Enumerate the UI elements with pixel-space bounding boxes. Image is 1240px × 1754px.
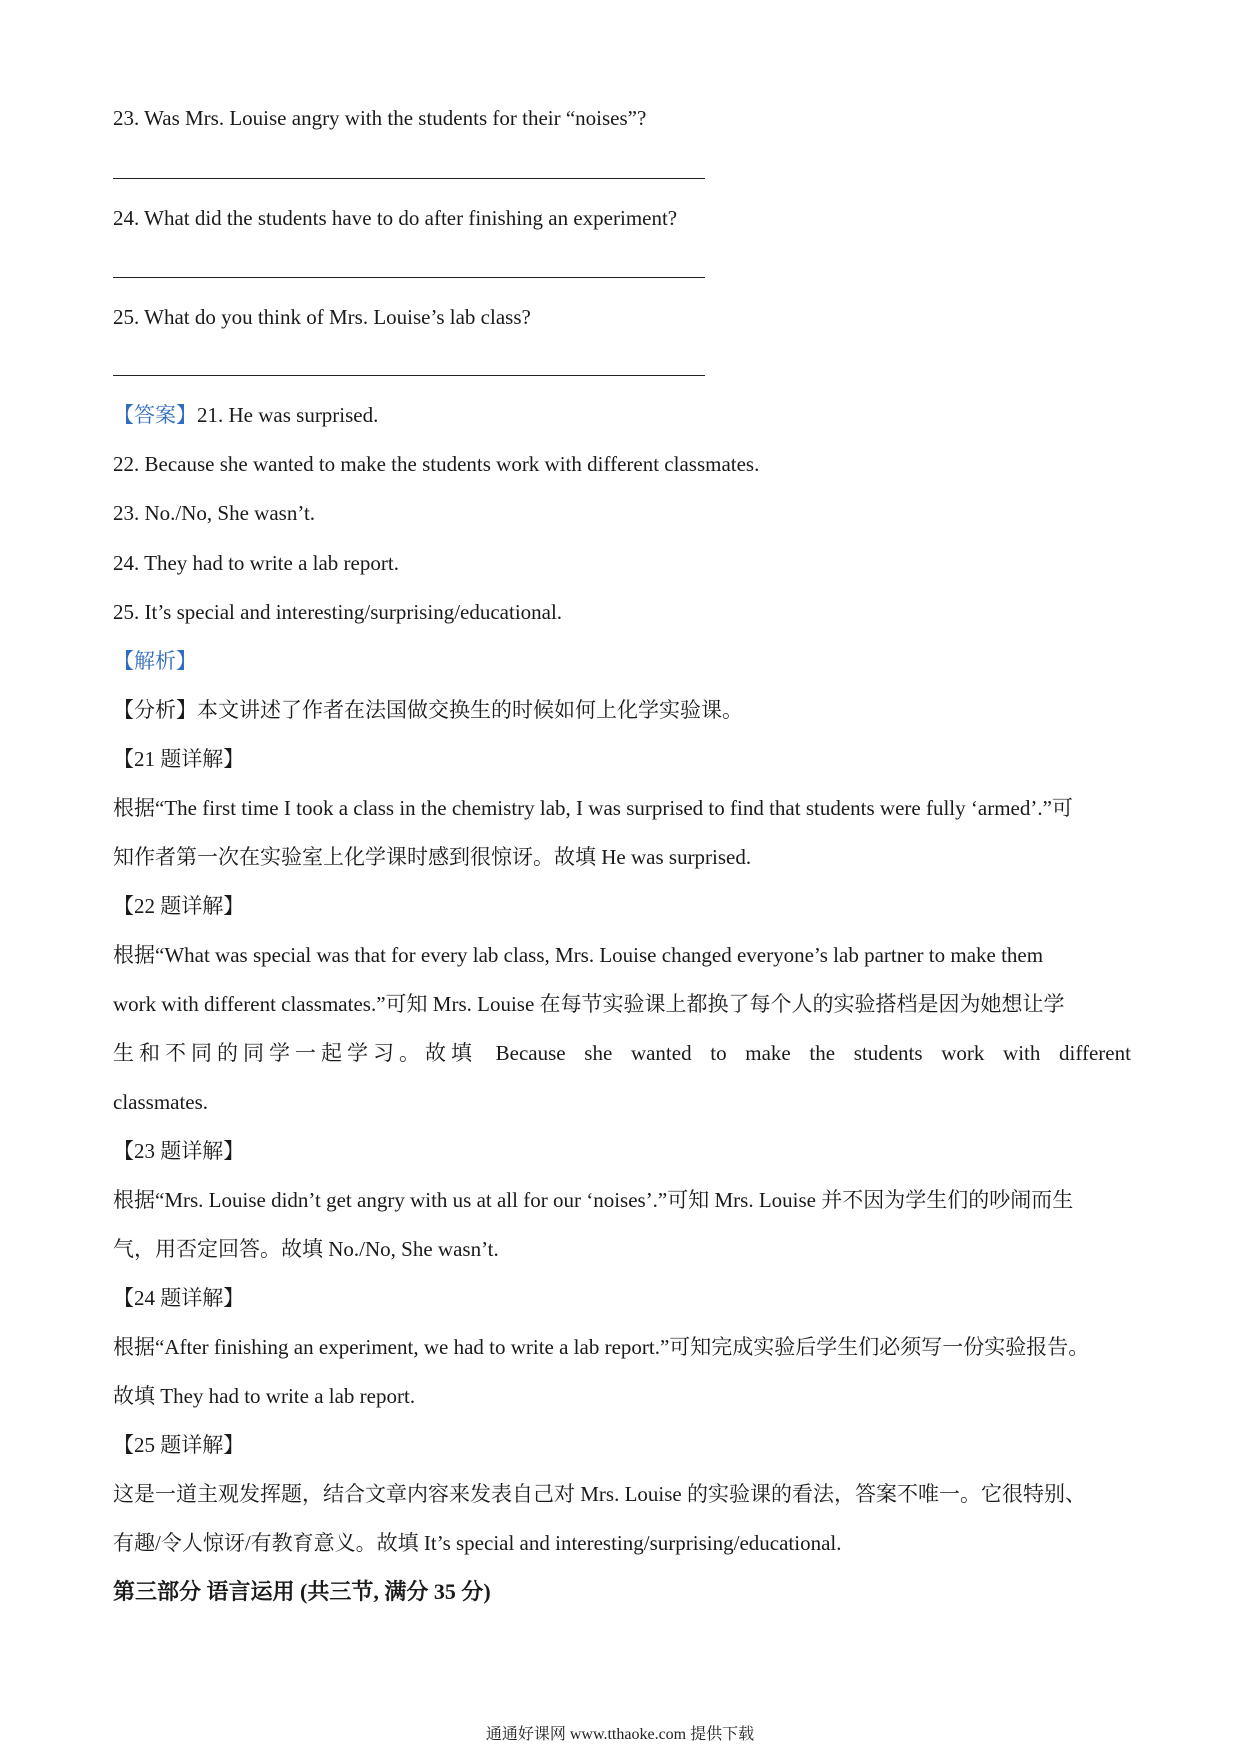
detail-22-word: different — [1059, 1041, 1131, 1065]
answer-blank-24 — [113, 277, 705, 278]
detail-25-line-1: 这是一道主观发挥题，结合文章内容来发表自己对 Mrs. Louise 的实验课的看法，答案不唯一。它很特别、 — [113, 1482, 1086, 1506]
detail-25-line-2: 有趣/令人惊讶/有教育意义。故填 It’s special and interesting/surprising/educational. — [113, 1531, 842, 1555]
page-footer: 通通好课网 www.tthaoke.com 提供下载 — [485, 1726, 755, 1743]
detail-22-word: she — [584, 1041, 613, 1065]
answer-21: 21. He was surprised. — [197, 403, 379, 427]
question-23: 23. Was Mrs. Louise angry with the students for their “noises”? — [113, 106, 647, 130]
section-title: 第三部分 语言运用 (共三节, 满分 35 分) — [113, 1579, 491, 1604]
analysis-summary: 【分析】本文讲述了作者在法国做交换生的时候如何上化学实验课。 — [113, 698, 743, 722]
detail-24-line-2: 故填 They had to write a lab report. — [113, 1384, 416, 1408]
answer-22: 22. Because she wanted to make the students work with different classmates. — [113, 452, 760, 476]
answer-blank-23 — [113, 178, 705, 179]
detail-22-word: the — [809, 1041, 836, 1065]
detail-22-word: students — [853, 1041, 923, 1065]
detail-21-line-1: 根据“The first time I took a class in the chemistry lab, I was surprised to find that students were fully ‘armed’.”可 — [113, 796, 1073, 820]
detail-23-line-2: 气，用否定回答。故填 No./No, She wasn’t. — [113, 1237, 499, 1261]
detail-22-line-3 — [113, 1039, 1131, 1067]
detail-22-heading: 【22 题详解】 — [113, 894, 245, 918]
detail-21-line-2: 知作者第一次在实验室上化学课时感到很惊讶。故填 He was surprised. — [113, 845, 752, 869]
detail-22-word: make — [745, 1041, 791, 1065]
detail-22-line-1: 根据“What was special was that for every lab class, Mrs. Louise changed everyone’s lab partner to make them — [113, 943, 1044, 967]
analysis-tag: 【解析】 — [113, 649, 197, 673]
detail-22-word: wanted — [630, 1041, 692, 1065]
detail-22-word: 生和不同的同学一起学习。故填 — [113, 1041, 477, 1065]
answer-23: 23. No./No, She wasn’t. — [113, 501, 316, 525]
detail-22-word: Because — [495, 1041, 566, 1065]
detail-23-line-1: 根据“Mrs. Louise didn’t get angry with us at all for our ‘noises’.”可知 Mrs. Louise 并不因为学生们的吵闹而生 — [113, 1188, 1074, 1212]
detail-21-heading: 【21 题详解】 — [113, 747, 245, 771]
detail-22-line-2: work with different classmates.”可知 Mrs. Louise 在每节实验课上都换了每个人的实验搭档是因为她想让学 — [113, 992, 1065, 1016]
detail-22-word: to — [710, 1041, 727, 1065]
answer-blank-25 — [113, 375, 705, 376]
detail-24-line-1: 根据“After finishing an experiment, we had to write a lab report.”可知完成实验后学生们必须写一份实验报告。 — [113, 1335, 1090, 1359]
question-24: 24. What did the students have to do after finishing an experiment? — [113, 206, 678, 230]
detail-22-word: with — [1003, 1041, 1041, 1065]
detail-22-word: work — [941, 1041, 985, 1065]
question-25: 25. What do you think of Mrs. Louise’s lab class? — [113, 305, 531, 329]
detail-22-line-4: classmates. — [113, 1090, 209, 1114]
answer-25: 25. It’s special and interesting/surprising/educational. — [113, 600, 563, 624]
detail-24-heading: 【24 题详解】 — [113, 1286, 245, 1310]
detail-23-heading: 【23 题详解】 — [113, 1139, 245, 1163]
detail-25-heading: 【25 题详解】 — [113, 1433, 245, 1457]
answer-24: 24. They had to write a lab report. — [113, 551, 399, 575]
answer-tag: 【答案】 — [113, 403, 197, 427]
answer-line-21 — [113, 401, 378, 429]
